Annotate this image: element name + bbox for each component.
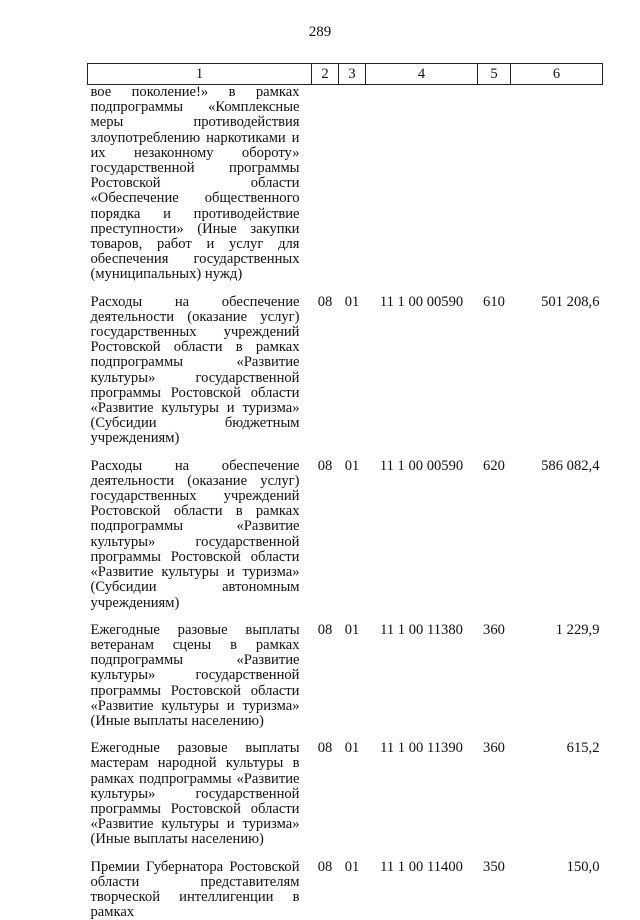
row-subsection: 01	[344, 858, 360, 875]
row-section: 08	[317, 293, 333, 310]
row-target-article: 11 1 00 11380	[380, 621, 463, 638]
row-target-article: 11 1 00 11390	[380, 740, 463, 757]
row-target-article: 11 1 00 00590	[379, 293, 464, 310]
row-target-article: 11 1 00 11400	[380, 858, 463, 875]
table-row	[88, 459, 603, 623]
column-header-section: 2	[312, 64, 339, 85]
row-section: 08	[317, 740, 333, 757]
row-amount: 586 082,4	[541, 457, 600, 474]
row-amount: 615,2	[566, 740, 600, 757]
row-section	[312, 85, 339, 295]
row-section: 08	[317, 621, 333, 638]
row-description: Расходы на обеспечение деятельности (оказание услуг) государственных учреждений Ростовской области в рамках подпрограммы «Развитие культуры» государственной программы Ростовской области «Развитие культуры и туризма» (Субсидии бюджетным учреждениям)	[90, 293, 300, 447]
row-subsection: 01	[344, 293, 360, 310]
row-subsection	[339, 85, 366, 295]
row-section: 08	[317, 858, 333, 875]
row-expense-type: 350	[483, 858, 505, 875]
budget-table	[87, 63, 603, 920]
column-header-amount: 6	[511, 64, 603, 85]
row-amount: 1 229,9	[555, 621, 600, 638]
row-description: Расходы на обеспечение деятельности (оказание услуг) государственных учреждений Ростовской области в рамках подпрограммы «Развитие культуры» государственной программы Ростовской области «Развитие культуры и туризма» (Субсидии автономным учреждениям)	[90, 457, 300, 611]
row-amount	[511, 85, 603, 295]
row-subsection: 01	[344, 621, 360, 638]
column-header-subsection: 3	[339, 64, 366, 85]
row-expense-type: 610	[483, 293, 505, 310]
column-header-description: 1	[88, 64, 312, 85]
row-subsection: 01	[344, 740, 360, 757]
column-header-target-article: 4	[366, 64, 478, 85]
row-amount: 501 208,6	[541, 293, 600, 310]
page-number: 289	[308, 24, 332, 40]
table-header-row	[88, 64, 603, 85]
row-expense-type: 620	[483, 457, 505, 474]
row-description: вое поколение!» в рамках подпрограммы «Комплексные меры противодействия злоупотреблению наркотиками и их незаконному обороту» государственной программы Ростовской области «Обеспечение общественного порядка и противодействие преступности» (Иные закупки товаров, работ и услуг для обеспечения государственных (муниципальных) нужд)	[90, 84, 300, 283]
row-expense-type: 360	[483, 621, 505, 638]
row-expense-type: 360	[483, 740, 505, 757]
row-target-article	[366, 85, 478, 295]
table-row	[88, 623, 603, 741]
table-row	[88, 295, 603, 459]
row-section: 08	[317, 457, 333, 474]
row-target-article: 11 1 00 00590	[379, 457, 464, 474]
row-description: Ежегодные разовые выплаты ветеранам сцены в рамках подпрограммы «Развитие культуры» государственной программы Ростовской области «Развитие культуры и туризма» (Иные выплаты населению)	[90, 621, 300, 729]
row-expense-type	[478, 85, 511, 295]
row-amount: 150,0	[566, 858, 600, 875]
column-header-expense-type: 5	[478, 64, 511, 85]
row-description: Премии Губернатора Ростовской области представителям творческой интеллигенции в рамках	[90, 858, 300, 920]
table-row	[88, 741, 603, 859]
row-subsection: 01	[344, 457, 360, 474]
table-row	[88, 85, 603, 295]
table-row	[88, 860, 603, 920]
row-description: Ежегодные разовые выплаты мастерам народной культуры в рамках подпрограммы «Развитие культуры» государственной программы Ростовской области «Развитие культуры и туризма» (Иные выплаты населению)	[90, 740, 300, 848]
